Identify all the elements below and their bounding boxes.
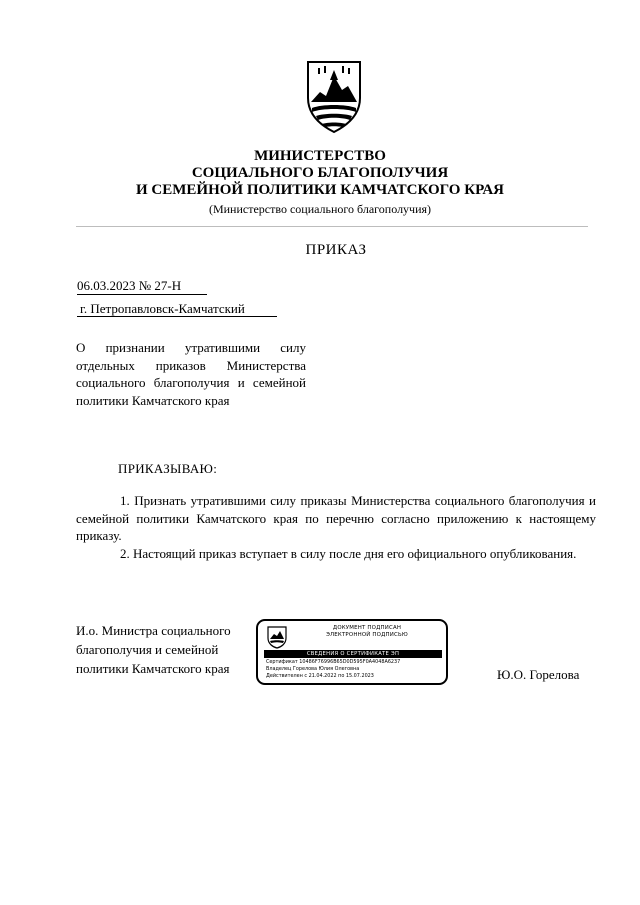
stamp-title bbox=[292, 625, 442, 639]
order-word: ПРИКАЗЫВАЮ: bbox=[118, 461, 218, 476]
city-underline bbox=[77, 316, 277, 317]
org-name-line-1: МИНИСТЕРСТВО bbox=[254, 148, 386, 164]
kamchatka-coat-of-arms-icon bbox=[300, 58, 368, 134]
org-short-name: (Министерство социального благополучия) bbox=[208, 202, 432, 216]
document-subject: О признании утратившими силу отдельных приказов Министерства социального благополучия и семейной политики Камчатского края bbox=[76, 340, 306, 408]
stamp-certificate-number: Сертификат 10486F76996B65D0D595F0A4048A6237 bbox=[266, 659, 401, 665]
order-item-2: 2. Настоящий приказ вступает в силу после дня его официального опубликования. bbox=[120, 545, 577, 561]
document-date-number: 06.03.2023 № 27-Н bbox=[77, 278, 182, 293]
stamp-emblem-icon bbox=[266, 625, 288, 649]
stamp-owner: Владелец Горелова Юлия Олеговна bbox=[266, 666, 360, 673]
stamp-title-line-1: ДОКУМЕНТ ПОДПИСАН bbox=[332, 625, 402, 631]
document-city: г. Петропавловск-Камчатский bbox=[80, 301, 245, 316]
signer-position bbox=[76, 621, 266, 678]
date-underline bbox=[77, 294, 207, 295]
stamp-validity: Действителен с 21.04.2022 по 15.07.2023 bbox=[266, 673, 374, 680]
stamp-title-line-2: ЭЛЕКТРОННОЙ ПОДПИСЬЮ bbox=[326, 632, 408, 638]
signer-position-line-1: И.о. Министра социального bbox=[76, 623, 231, 638]
signer-position-line-2: благополучия и семейной bbox=[76, 642, 219, 657]
stamp-certificate-band: СВЕДЕНИЯ О СЕРТИФИКАТЕ ЭП bbox=[264, 650, 442, 658]
order-items bbox=[76, 492, 596, 562]
order-item-1: 1. Признать утратившими силу приказы Министерства социального благополучия и семейной политики Камчатского края по перечню согласно приложению к настоящему приказу. bbox=[76, 493, 596, 543]
org-name-line-2: СОЦИАЛЬНОГО БЛАГОПОЛУЧИЯ bbox=[191, 165, 449, 181]
stamp-certificate-details bbox=[266, 659, 444, 681]
signer-position-line-3: политики Камчатского края bbox=[76, 661, 230, 676]
document-type: ПРИКАЗ bbox=[305, 242, 367, 258]
signer-name: Ю.О. Горелова bbox=[497, 667, 580, 682]
header-divider bbox=[76, 226, 588, 227]
org-name-line-3: И СЕМЕЙНОЙ ПОЛИТИКИ КАМЧАТСКОГО КРАЯ bbox=[135, 182, 504, 198]
electronic-signature-stamp bbox=[256, 619, 448, 685]
